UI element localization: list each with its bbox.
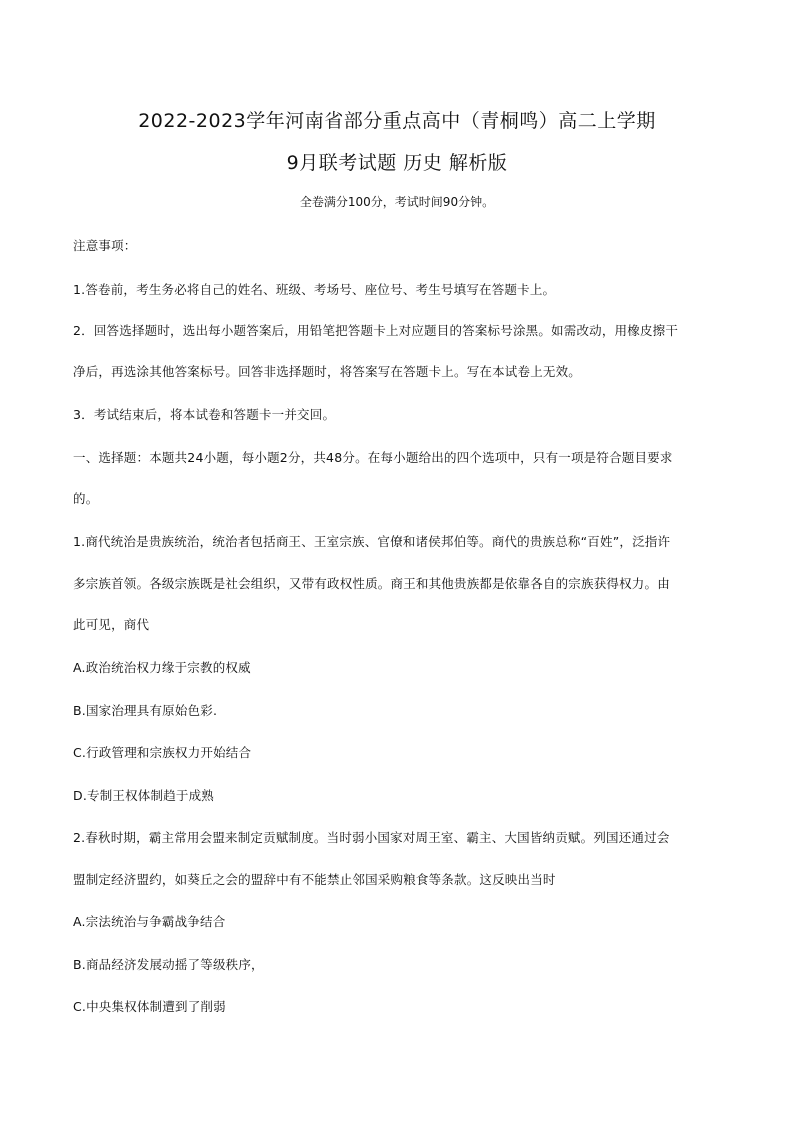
question-1-option-d: D.专制王权体制趋于成熟 xyxy=(73,788,214,803)
section-instruction-line-1: 一、选择题：本题共24小题，每小题2分，共48分。在每小题给出的四个选项中，只有一项是符合题目要求 xyxy=(73,450,673,465)
question-2-line-2: 盟制定经济盟约，如葵丘之会的盟辞中有不能禁止邻国采购粮食等条款。这反映出当时 xyxy=(73,872,556,887)
question-1-line-2: 多宗族首领。各级宗族既是社会组织，又带有政权性质。商王和其他贵族都是依靠各自的宗族获得权力。由 xyxy=(73,576,670,591)
question-1-option-b: B.国家治理具有原始色彩. xyxy=(73,703,218,718)
question-1-line-3: 此可见，商代 xyxy=(73,617,150,632)
question-1-option-c: C.行政管理和宗族权力开始结合 xyxy=(73,745,252,760)
notice-item-2-line-1: 2．回答选择题时，选出每小题答案后，用铅笔把答题卡上对应题目的答案标号涂黑。如需改动，用橡皮擦干 xyxy=(73,323,679,338)
notice-item-1: 1.答卷前，考生务必将自己的姓名、班级、考场号、座位号、考生号填写在答题卡上。 xyxy=(73,282,556,297)
document-title-line-2: 9月联考试题 历史 解析版 xyxy=(286,152,508,174)
document-title-line-1: 2022-2023学年河南省部分重点高中（青桐鸣）高二上学期 xyxy=(138,110,656,132)
question-2-option-c: C.中央集权体制遭到了削弱 xyxy=(73,999,226,1014)
notice-item-2-line-2: 净后，再选涂其他答案标号。回答非选择题时，将答案写在答题卡上。写在本试卷上无效。 xyxy=(73,364,582,379)
question-1-line-1: 1.商代统治是贵族统治，统治者包括商王、王室宗族、官僚和诸侯邦伯等。商代的贵族总称“百姓”，泛指许 xyxy=(73,534,671,549)
section-instruction-line-2: 的。 xyxy=(73,491,99,506)
exam-info: 全卷满分100分，考试时间90分钟。 xyxy=(299,195,495,209)
notice-heading: 注意事项： xyxy=(73,238,137,253)
question-2-option-b: B.商品经济发展动摇了等级秩序， xyxy=(73,957,264,972)
question-2-line-1: 2.春秋时期，霸主常用会盟来制定贡赋制度。当时弱小国家对周王室、霸主、大国皆纳贡赋。列国还通过会 xyxy=(73,830,670,845)
question-2-option-a: A.宗法统治与争霸战争结合 xyxy=(73,914,226,929)
notice-item-3: 3．考试结束后，将本试卷和答题卡一并交回。 xyxy=(73,407,336,422)
question-1-option-a: A.政治统治权力缘于宗教的权威 xyxy=(73,660,251,675)
